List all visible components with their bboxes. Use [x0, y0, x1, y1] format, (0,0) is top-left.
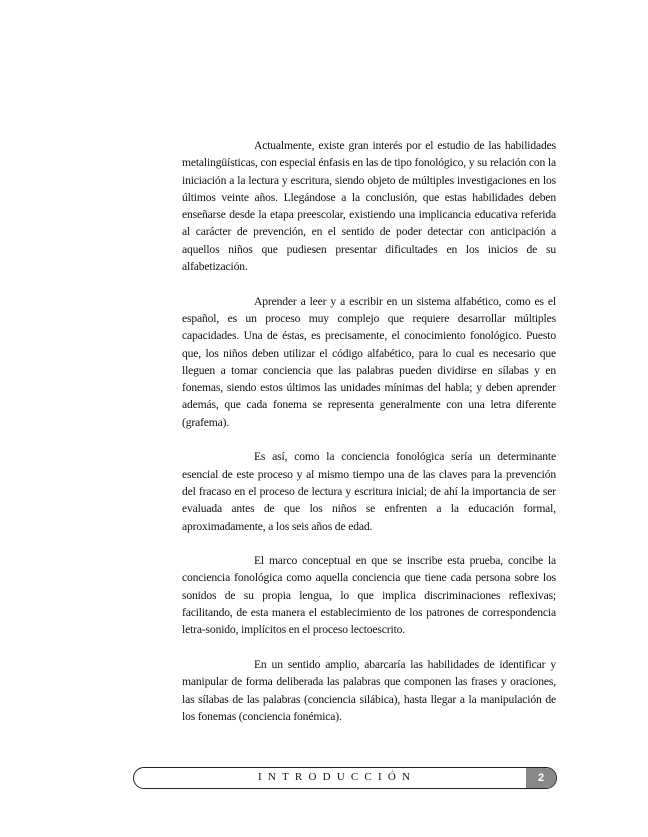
page-number: 2 — [526, 768, 556, 788]
paragraph-1: Actualmente, existe gran interés por el estudio de las habilidades metalingüísticas, con especial énfasis en las de tipo fonológico, y su relación con la iniciación a la lectura y escritura, siendo objeto de múltiples investigaciones en los últimos veinte años. Llegándose a la conclusión, que estas habilidades deben enseñarse desde la etapa preescolar, existiendo una implicancia educativa referida al carácter de prevención, en el sentido de poder detectar con anticipación a aquellos niños que pudiesen presentar dificultades en los inicios de su alfabetización. — [182, 139, 556, 274]
body-text — [182, 137, 556, 742]
paragraph-3: Es así, como la conciencia fonológica sería un determinante esencial de este proceso y al mismo tiempo una de las claves para la prevención del fracaso en el proceso de lectura y escritura inicial; de ahí la importancia de ser evaluada antes de que los niños se enfrenten a la educación formal, aproximadamente, a los seis años de edad. — [182, 450, 556, 533]
paragraph-5: En un sentido amplio, abarcaría las habilidades de identificar y manipular de forma deliberada las palabras que componen las frases y oraciones, las sílabas de las palabras (conciencia silábica), hasta llegar a la manipulación de los fonemas (conciencia fonémica). — [182, 657, 556, 723]
footer-section-title: INTRODUCCIÓN — [258, 771, 417, 783]
page-footer — [133, 767, 557, 789]
paragraph-4: El marco conceptual en que se inscribe esta prueba, concibe la conciencia fonológica como aquella conciencia que tiene cada persona sobre los sonidos de su propia lengua, lo que implica discriminaciones reflexivas; facilitando, de esta manera el establecimiento de los patrones de correspondencia letra-sonido, implícitos en el proceso lectoescrito. — [182, 554, 556, 637]
paragraph-2: Aprender a leer y a escribir en un sistema alfabético, como es el español, es un proceso muy complejo que requiere desarrollar múltiples capacidades. Una de éstas, es precisamente, el conocimiento fonológico. Puesto que, los niños deben utilizar el código alfabético, para lo cual es necesario que lleguen a tomar conciencia que las palabras pueden dividirse en sílabas y en fonemas, siendo estos últimos las unidades mínimas del habla; y deben aprender además, que cada fonema se representa generalmente con una letra diferente (grafema). — [182, 294, 556, 429]
